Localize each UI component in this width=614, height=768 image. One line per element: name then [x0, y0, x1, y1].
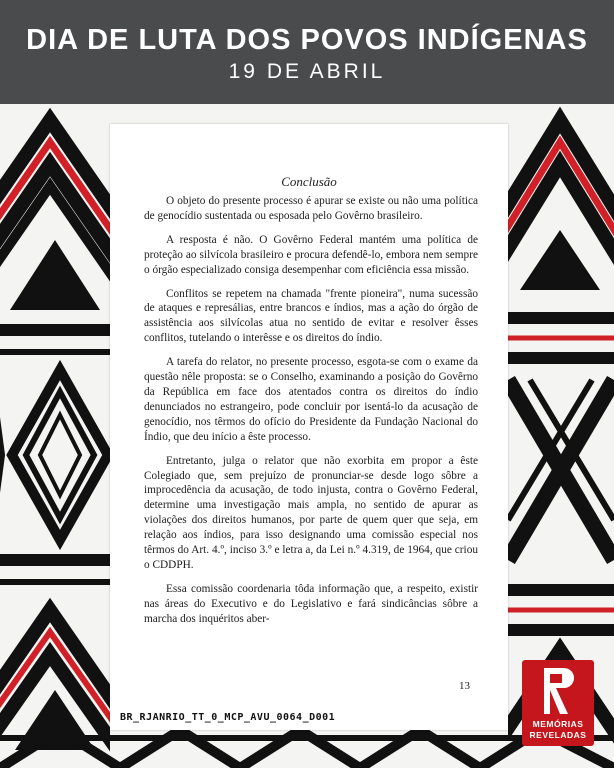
- logo-text-line1: MEMÓRIAS: [532, 719, 584, 729]
- paragraph: Entretanto, julga o relator que não exorbita em propor a êste Colegiado que, sem prejuízo de pronunciar-se desde logo sôbre a improcedência da acusação, de todo injusta, contra o Govêrno Federal, determine uma investigação mais ampla, no sentido de apurar as violações dos direitos humanos, por parte de quem quer que seja, em relação aos índios, para isso designando uma comissão especial nos têrmos do Art. 4.º, inciso 3.º e letra a, da Lei n.º 4.319, de 1964, que criou o CDDPH.: [144, 454, 478, 571]
- page-number: 13: [459, 680, 470, 692]
- paragraph: A tarefa do relator, no presente processo, esgota-se com o exame da questão nêle proposta: se o Conselho, examinando a posição do Govêrno da República em face dos atentados contra os direitos do índio denunciados no estrangeiro, pode concluir por isentá-lo da acusação de genocídio, nos têrmos do ofício do Presidente da Fundação Nacional do Índio, que deu início a êste processo.: [144, 356, 478, 443]
- memorias-reveladas-logo: [522, 660, 594, 746]
- paragraph: Essa comissão coordenaria tôda informação que, a respeito, existir nas áreas do Executivo e do Legislativo e fará sindicâncias sôbre a marcha dos inquéritos aber-: [144, 582, 478, 625]
- banner-header: [0, 0, 614, 104]
- paragraph: Conflitos se repetem na chamada "frente pioneira", numa sucessão de ataques e represálias, entre brancos e índios, mas a ação do órgão de assistência aos silvícolas atua no sentido de evitar e resolver êsses conflitos, tutelando o interêsse e os direitos do índio.: [144, 287, 478, 345]
- logo-text-line2: REVELADAS: [529, 730, 587, 740]
- paragraph: A resposta é não. O Govêrno Federal mantém uma política de proteção ao silvícola brasileiro e procura defendê-lo, embora nem sempre o órgão especializado consiga desempenhar com eficiência essa missão.: [144, 233, 478, 276]
- r-emblem-icon: [542, 666, 574, 716]
- paragraph: O objeto do presente processo é apurar se existe ou não uma política de genocídio sustentada ou esposada pelo Govêrno brasileiro.: [144, 195, 478, 222]
- document-body: [144, 194, 478, 636]
- reference-code: BR_RJANRIO_TT_0_MCP_AVU_0064_D001: [120, 712, 336, 723]
- document-page: [110, 124, 508, 730]
- banner-subtitle: 19 DE ABRIL: [228, 60, 386, 83]
- document-title: Conclusão: [281, 174, 337, 189]
- banner-title: DIA DE LUTA DOS POVOS INDÍGENAS: [26, 24, 588, 56]
